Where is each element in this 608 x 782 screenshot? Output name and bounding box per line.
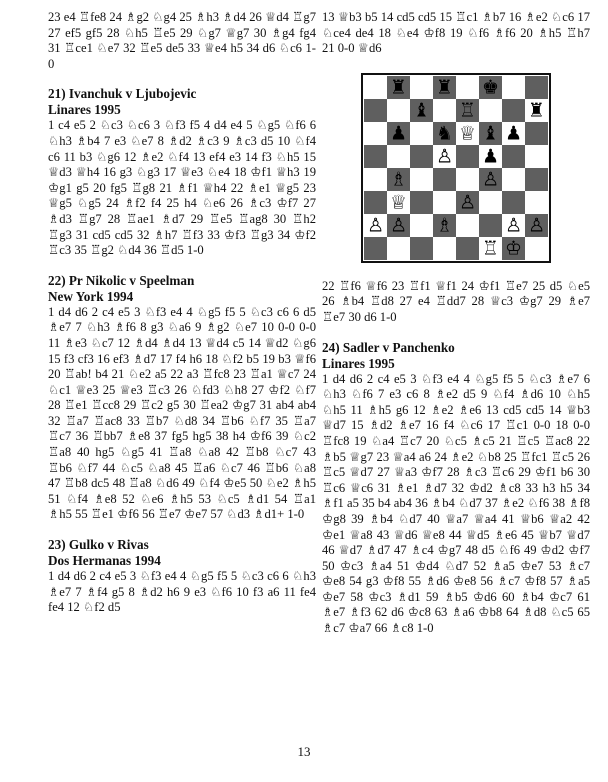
game-title: 22) Pr Nikolic v Speelman xyxy=(48,272,195,288)
board-square xyxy=(502,168,525,191)
game-moves: 1 d4 d6 2 c4 e5 3 ♘f3 e4 4 ♘g5 f5 5 ♘c3 ♗e7 6 ♘h3 ♘f6 7 e3 c6 8 ♗e2 d5 9 ♘f4 ♗d6 10 ♘h5 ♘h5 11 ♗h5 g6 12 ♗e2 ♗e6 13 cd5 cd5 14 ♕b3 ♕d7 15 ♗d2 ♗e7 16 f4 ♘c6 17 ♖c1 0-0 18 0-0 ♖fc8 19 ♘a4 ♖c7 20 ♘c5 ♗c5 21 ♖c5 ♖ac8 22 ♗b5 ♕g7 23 ♕a4 a6 24 ♗e2 ♘b8 25 ♖fc1 ♖c5 26 ♖c5 ♕d7 27 ♕a3 ♔f7 28 ♗c3 ♖c6 29 ♔f1 b6 30 ♖c6 ♕c6 31 ♗e1 ♗d7 32 ♔d2 ♗c8 33 h3 h5 34 ♗f1 a5 35 b4 ab4 36 ♗b4 ♘d7 37 ♗e2 ♘f6 38 ♗f8 ♔g8 39 ♗b4 ♘d7 40 ♕a7 ♕a4 41 ♕b6 ♕a2 42 ♔e1 ♕a8 43 ♕d6 ♕e8 44 ♕d5 ♗e6 45 ♕b7 ♕d7 46 ♕d7 ♗d7 47 ♗c4 ♔g7 48 d5 ♘f6 49 ♔d2 ♔f7 50 ♔c3 ♗a4 51 ♔d4 ♘d7 52 ♗a5 ♔e7 53 ♗c7 ♔e8 54 g3 ♔f8 55 ♗d6 ♔e8 56 ♗c7 ♔f8 57 ♗a5 ♔e7 58 ♔c3 ♗d1 59 ♗b5 ♔d6 60 ♗b4 ♔c7 61 ♗e7 ♗f3 62 d6 ♔c8 63 ♗a6 ♔b8 64 ♗d8 ♘c5 65 ♗c7 ♔a7 66 ♗c8 1-0 xyxy=(322,371,594,636)
board-square xyxy=(456,168,479,191)
game-moves: 1 c4 e5 2 ♘c3 ♘c6 3 ♘f3 f5 4 d4 e4 5 ♘g5 ♘f6 6 ♘h3 ♗b4 7 e3 ♘e7 8 ♗d2 ♗c3 9 ♗c3 d5 10 ♘f4 c6 11 b3 ♘g6 12 ♗e2 ♘f4 13 ef4 e3 14 f3 ♘h5 15 ♕d3 ♕h4 16 g3 ♘g3 17 ♕e3 ♘e4 18 ♔f1 ♕h3 19 ♔g1 g5 20 fg5 ♖g8 21 ♗f1 ♕h4 22 ♗e1 ♕g5 23 ♕g5 ♘g5 24 ♗f2 f4 25 h4 ♘e6 26 ♗c3 ♔f7 27 ♗d3 ♖g7 28 ♖ae1 ♗d7 29 ♖e5 ♖ag8 30 ♖h2 ♖g3 31 cd5 cd5 32 ♗h7 ♖f3 33 ♔f3 ♖g3 34 ♔f2 ♖c3 35 ♖g2 ♘d4 36 ♖d5 1-0 xyxy=(48,118,320,258)
board-square xyxy=(525,76,548,99)
chess-piece: ♙ xyxy=(435,145,454,168)
board-square xyxy=(410,214,433,237)
board-square xyxy=(433,168,456,191)
board-square xyxy=(364,237,387,260)
board-square xyxy=(479,99,502,122)
board-square xyxy=(525,145,548,168)
game-event: Linares 1995 xyxy=(322,355,395,371)
chess-piece: ♟ xyxy=(389,122,408,145)
board-square xyxy=(525,191,548,214)
board-square xyxy=(364,99,387,122)
chess-piece: ♖ xyxy=(458,99,477,122)
chess-piece: ♖ xyxy=(481,237,500,260)
chess-piece: ♙ xyxy=(458,191,477,214)
board-square xyxy=(387,237,410,260)
page-number: 13 xyxy=(297,744,311,759)
chess-piece: ♜ xyxy=(435,76,454,99)
board-square xyxy=(502,76,525,99)
board-square xyxy=(364,168,387,191)
game-title: 24) Sadler v Panchenko xyxy=(322,339,455,355)
board-square xyxy=(433,191,456,214)
chess-piece: ♚ xyxy=(481,76,500,99)
board-square xyxy=(387,145,410,168)
chess-piece: ♟ xyxy=(504,122,523,145)
board-square xyxy=(502,191,525,214)
board-square xyxy=(525,122,548,145)
chess-piece: ♙ xyxy=(481,168,500,191)
board-square xyxy=(364,145,387,168)
board-square xyxy=(456,214,479,237)
board-square xyxy=(410,76,433,99)
game-event: Dos Hermanas 1994 xyxy=(48,553,161,569)
right-column xyxy=(322,10,594,637)
chess-piece: ♗ xyxy=(435,214,454,237)
board-square xyxy=(479,214,502,237)
board-square xyxy=(387,99,410,122)
game-event: New York 1994 xyxy=(48,288,134,304)
chess-piece: ♙ xyxy=(504,214,523,237)
board-square xyxy=(410,191,433,214)
board-square xyxy=(456,145,479,168)
chessboard xyxy=(361,73,551,263)
board-square xyxy=(433,99,456,122)
chess-piece: ♞ xyxy=(435,122,454,145)
chess-piece: ♙ xyxy=(389,214,408,237)
board-square xyxy=(456,237,479,260)
game-moves: 1 d4 d6 2 c4 e5 3 ♘f3 e4 4 ♘g5 f5 5 ♘c3 c6 6 ♘h3 ♗e7 7 ♗f4 g5 8 ♗d2 h6 9 e3 ♘f6 10 f3 a6 11 fe4 fe4 12 ♘f2 d5 xyxy=(48,569,320,615)
board-square xyxy=(525,237,548,260)
board-square xyxy=(502,99,525,122)
left-column xyxy=(48,10,320,616)
chess-piece: ♗ xyxy=(389,168,408,191)
board-square xyxy=(410,237,433,260)
chess-piece: ♙ xyxy=(527,214,546,237)
board-square xyxy=(433,237,456,260)
chess-diagram xyxy=(361,73,551,263)
chess-piece: ♙ xyxy=(366,214,385,237)
board-square xyxy=(502,145,525,168)
game-title: 23) Gulko v Rivas xyxy=(48,537,149,553)
chess-piece: ♕ xyxy=(389,191,408,214)
game-moves: 1 d4 d6 2 c4 e5 3 ♘f3 e4 4 ♘g5 f5 5 ♘c3 c6 6 d5 ♗e7 7 ♘h3 ♗f6 8 g3 ♘a6 9 ♗g2 ♘e7 10 0-0 0-0 11 ♗e3 ♘c7 12 ♗d4 ♗d4 13 ♕d4 c5 14 ♕d2 ♘g6 15 f3 cf3 16 ef3 ♗d7 17 f4 h6 18 ♘f2 b5 19 b3 ♕f6 20 ♖ab! b4 21 ♘e2 a5 22 a3 ♖fc8 23 ♖a1 ♕c7 24 ♘c1 ♕e3 25 ♕e3 ♖c3 26 ♘fd3 ♘h8 27 ♔f2 ♘f7 28 ♖e1 ♖cc8 29 ♖c2 g5 30 ♖ea2 ♔g7 31 ab4 ab4 32 ♖a7 ♖ac8 33 ♖b7 ♘d8 34 ♖b6 ♘f7 35 ♖a7 ♖c7 36 ♖bb7 ♗e8 37 fg5 hg5 38 h4 ♔f6 39 ♘c2 ♖a8 40 hg5 ♘g5 41 ♖a8 ♘a8 42 ♖b8 ♘c7 43 ♖b6 ♘f7 44 ♘c5 ♘a8 45 ♖a6 ♘c7 46 ♖b6 ♘a8 47 ♖b8 dc5 48 ♖a8 ♘d6 49 ♘f4 ♔e5 50 ♘e2 ♗h5 51 ♘f4 ♗e8 52 ♘e6 ♗h5 53 ♘c5 ♗d1 54 ♖a1 ♗h5 55 ♖e1 ♔f6 56 ♖e7 ♔e7 57 ♘d3 ♗d1+ 1-0 xyxy=(48,304,320,522)
chess-piece: ♔ xyxy=(504,237,523,260)
board-square xyxy=(364,191,387,214)
board-square xyxy=(410,168,433,191)
board-square xyxy=(364,122,387,145)
board-square xyxy=(410,145,433,168)
chess-piece: ♜ xyxy=(527,99,546,122)
chess-piece: ♟ xyxy=(481,145,500,168)
game-continuation: 23 e4 ♖fe8 24 ♗g2 ♘g4 25 ♗h3 ♗d4 26 ♕d4 ♖g7 27 ef5 gf5 28 ♘h5 ♖e5 29 ♘g7 ♕g7 30 ♗g4 fg4 31 ♖ce1 ♘e7 32 ♖e5 de5 33 ♕e4 h5 34 d6 ♘c6 1-0 xyxy=(48,10,320,71)
chess-piece: ♝ xyxy=(481,122,500,145)
game-continuation-after-diagram: 22 ♖f6 ♕f6 23 ♖f1 ♕f1 24 ♔f1 ♖e7 25 d5 ♘e5 26 ♗b4 ♖d8 27 e4 ♖dd7 28 ♕c3 ♔g7 29 ♗e7 ♖e7 30 d6 1-0 xyxy=(322,278,594,324)
chess-piece: ♕ xyxy=(458,122,477,145)
chess-piece: ♝ xyxy=(412,99,431,122)
board-square xyxy=(479,191,502,214)
game-event: Linares 1995 xyxy=(48,102,121,118)
board-square xyxy=(410,122,433,145)
game-continuation: 13 ♕b3 b5 14 cd5 cd5 15 ♖c1 ♗b7 16 ♗e2 ♘c6 17 ♘ce4 de4 18 ♘e4 ♔f8 19 ♘f6 ♗f6 20 ♗h5 ♖h7 21 0-0 ♕d6 xyxy=(322,10,594,56)
board-square xyxy=(525,168,548,191)
board-square xyxy=(364,76,387,99)
board-square xyxy=(456,76,479,99)
game-title: 21) Ivanchuk v Ljubojevic xyxy=(48,86,197,102)
chess-piece: ♜ xyxy=(389,76,408,99)
